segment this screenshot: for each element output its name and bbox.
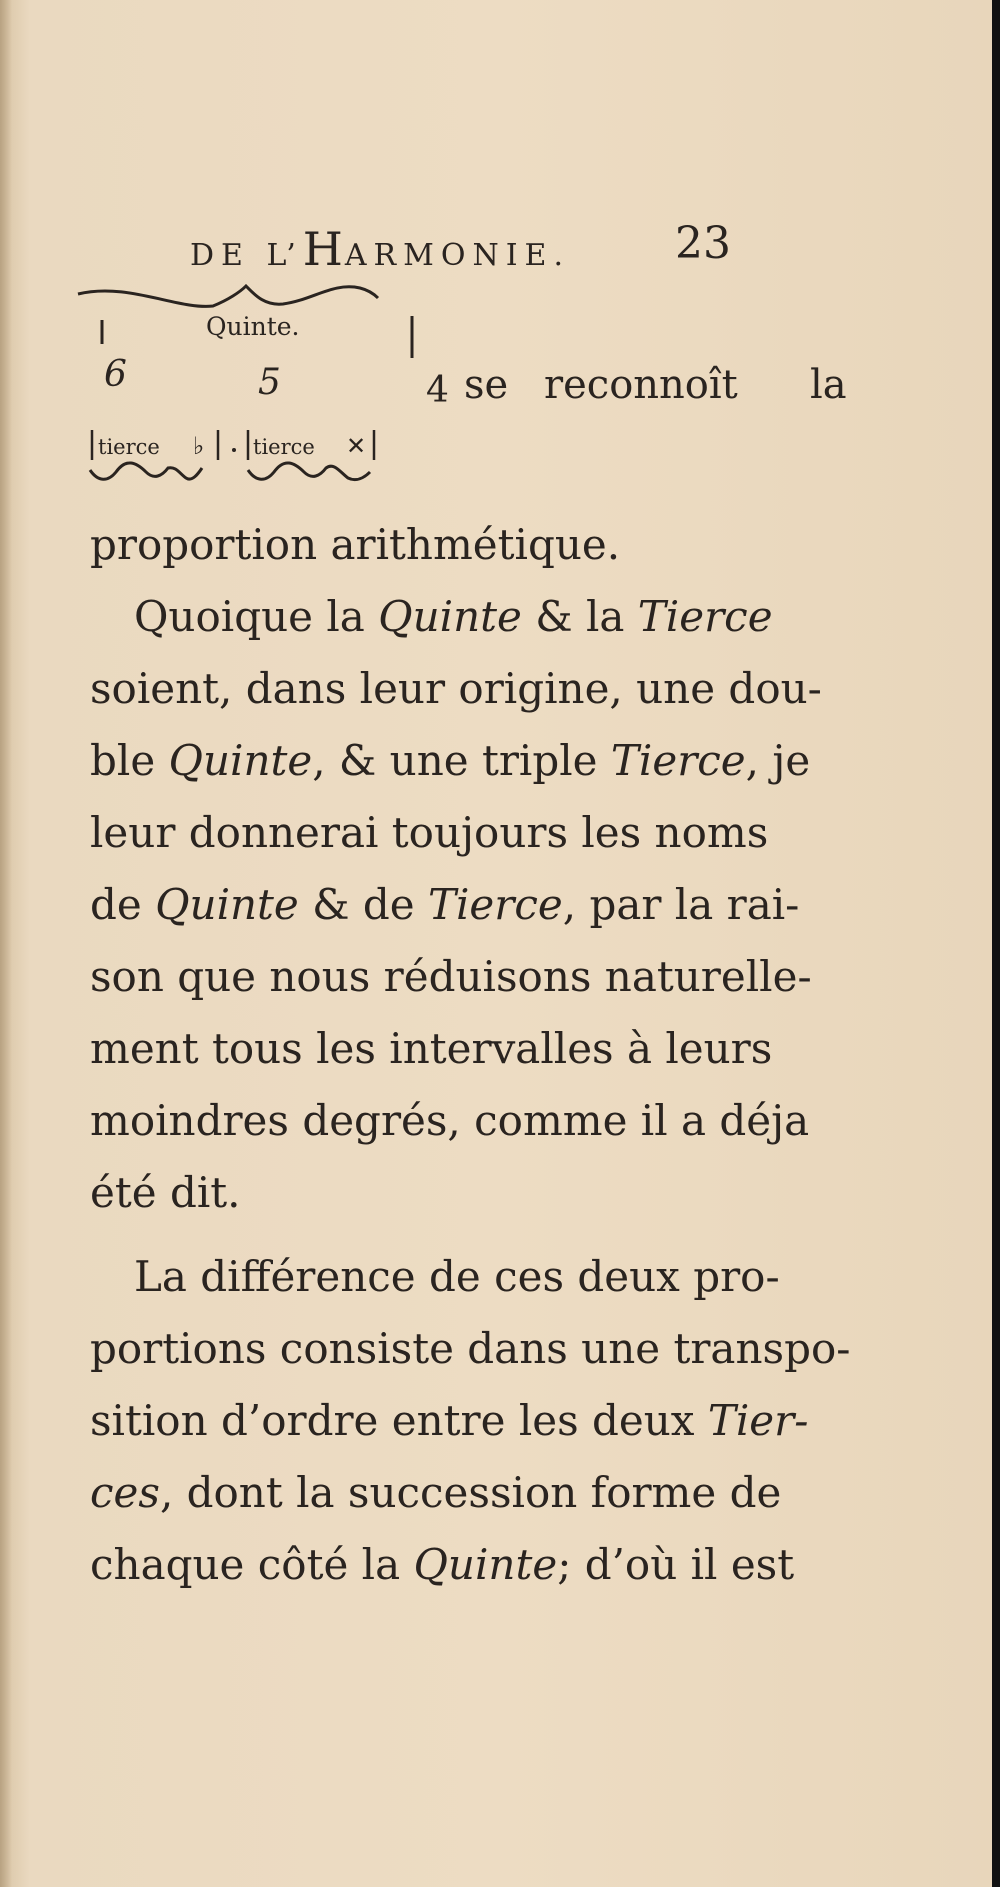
text-line (90, 1168, 850, 1240)
text-line (90, 664, 850, 736)
italic-term: Quinte (155, 880, 299, 929)
text-line (90, 736, 850, 808)
page-header (190, 208, 830, 278)
line-text: La différence de ces deux pro- (134, 1252, 780, 1301)
line-segment: , dont la succession forme de (159, 1468, 782, 1517)
interval-diagram (68, 282, 449, 487)
number-four: 4 (426, 370, 449, 411)
number-six: 6 (104, 354, 127, 395)
line-segment: , & une triple (312, 736, 611, 785)
line-segment: sition d’ordre entre les deux (90, 1396, 708, 1445)
line-text (134, 592, 773, 664)
running-head-prefix: DE L’ (190, 238, 303, 273)
line-segment: & de (298, 880, 428, 929)
number-five: 5 (258, 362, 281, 403)
line-text (90, 736, 810, 785)
text-line (90, 1468, 850, 1540)
italic-term: Quinte (378, 592, 522, 641)
line-segment: ; d’où il est (557, 1540, 795, 1589)
text-line (90, 808, 850, 880)
line-text: son que nous réduisons naturelle- (90, 952, 812, 1001)
text-line (90, 1024, 850, 1096)
italic-term: Tier- (707, 1396, 809, 1445)
line-segment: Quoique la (134, 592, 379, 641)
side-word-reconnoit: reconnoît (544, 362, 738, 408)
flat-symbol: ♭ (193, 432, 205, 460)
line-segment: , par la rai- (562, 880, 800, 929)
quinte-label: Quinte. (206, 312, 300, 341)
running-head-rest: ARMONIE. (344, 238, 570, 273)
text-line (90, 1396, 850, 1468)
page-number: 23 (675, 218, 731, 269)
tierce-flat-label: tierce (98, 435, 160, 459)
running-head-cap: H (302, 222, 345, 276)
sharp-symbol: ✕ (346, 432, 367, 460)
page-gutter-shadow (0, 0, 12, 1887)
line-text (90, 880, 799, 929)
italic-term: ces (90, 1468, 160, 1517)
text-line (90, 880, 850, 952)
text-line (90, 592, 850, 664)
side-word-se: se (464, 362, 509, 408)
line-segment: chaque côté la (90, 1540, 414, 1589)
line-segment: de (90, 880, 156, 929)
text-line (90, 520, 850, 592)
line-text: leur donnerai toujours les noms (90, 808, 769, 857)
line-text (90, 1396, 808, 1445)
line-text: proportion arithmétique. (90, 520, 621, 569)
line-text (90, 1468, 781, 1517)
top-brace (78, 286, 378, 306)
side-word-la: la (810, 362, 847, 408)
italic-term: Tierce (637, 592, 773, 641)
tierce-sharp-label: tierce (253, 435, 315, 459)
italic-term: Quinte (168, 736, 313, 785)
line-segment: ble (90, 736, 169, 785)
italic-term: Tierce (427, 880, 563, 929)
text-line (90, 952, 850, 1024)
line-text: été dit. (90, 1168, 241, 1217)
line-segment: & la (521, 592, 638, 641)
italic-term: Quinte (413, 1540, 558, 1589)
line-text: portions consiste dans une transpo- (90, 1324, 851, 1373)
lower-brace-1 (90, 463, 202, 479)
line-text: ment tous les intervalles à leurs (90, 1024, 773, 1073)
line-text: moindres degrés, comme il a déja (90, 1096, 810, 1145)
lower-brace-2 (248, 463, 370, 480)
text-line (90, 1252, 850, 1324)
italic-term: Tierce (610, 736, 746, 785)
text-line (90, 1324, 850, 1396)
line-segment: , je (745, 736, 811, 785)
text-line (90, 1540, 850, 1612)
line-text (90, 1540, 794, 1589)
separator-dot (232, 448, 236, 452)
line-text: soient, dans leur origine, une dou- (90, 664, 822, 713)
running-head (190, 222, 570, 276)
text-line (90, 1096, 850, 1168)
page-right-edge (992, 0, 1000, 1887)
